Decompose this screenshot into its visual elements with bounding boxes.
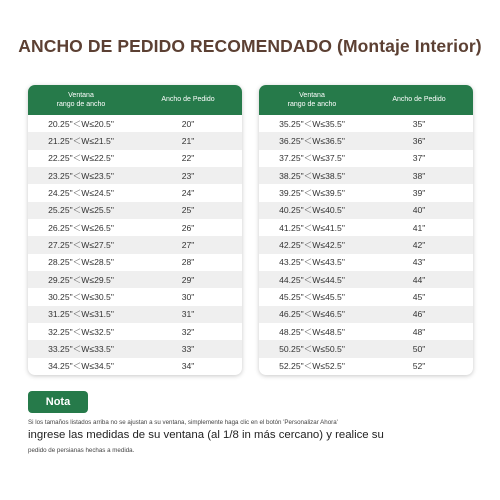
note-line-2: ingrese las medidas de su ventana (al 1/8 in más cercano) y realice su <box>28 429 384 441</box>
note-line-1: Si los tamaños listados arriba no se ajustan a su ventana, simplemente haga clic en el botón 'Personalizar Ahora' <box>28 419 338 426</box>
order-width-cell: 52" <box>412 361 426 372</box>
table-row <box>28 167 242 184</box>
order-width-cell: 20" <box>181 118 195 129</box>
window-range-cell: 40.25"＜W≤40.5" <box>279 205 345 216</box>
window-range-cell: 23.25"＜W≤23.5" <box>48 170 114 181</box>
table-row <box>28 236 242 253</box>
order-width-cell: 29" <box>181 274 195 285</box>
window-range-cell: 43.25"＜W≤43.5" <box>279 257 345 268</box>
window-range-cell: 39.25"＜W≤39.5" <box>279 187 345 198</box>
header-order-width: Ancho de Pedido <box>161 96 215 104</box>
window-range-cell: 45.25"＜W≤45.5" <box>279 291 345 302</box>
header-window-range: Ventana rango de ancho <box>287 91 337 108</box>
window-range-cell: 46.25"＜W≤46.5" <box>279 309 345 320</box>
width-table-right <box>259 85 473 375</box>
order-width-cell: 21" <box>181 135 195 146</box>
window-range-cell: 22.25"＜W≤22.5" <box>48 153 114 164</box>
order-width-cell: 24" <box>181 187 195 198</box>
table-body <box>28 115 242 375</box>
order-width-cell: 50" <box>412 343 426 354</box>
table-row <box>28 219 242 236</box>
order-width-cell: 40" <box>412 205 426 216</box>
table-row <box>259 219 473 236</box>
order-width-cell: 45" <box>412 291 426 302</box>
table-row <box>259 236 473 253</box>
window-range-cell: 29.25"＜W≤29.5" <box>48 274 114 285</box>
window-range-cell: 41.25"＜W≤41.5" <box>279 222 345 233</box>
order-width-cell: 38" <box>412 170 426 181</box>
table-row <box>28 288 242 305</box>
table-row <box>259 254 473 271</box>
table-row <box>259 184 473 201</box>
note-badge: Nota <box>28 391 88 413</box>
order-width-cell: 32" <box>181 326 195 337</box>
order-width-cell: 41" <box>412 222 426 233</box>
order-width-cell: 25" <box>181 205 195 216</box>
order-width-cell: 36" <box>412 135 426 146</box>
table-row <box>28 184 242 201</box>
table-row <box>259 306 473 323</box>
table-header <box>28 85 242 115</box>
table-row <box>259 340 473 357</box>
window-range-cell: 50.25"＜W≤50.5" <box>279 343 345 354</box>
page-title: ANCHO DE PEDIDO RECOMENDADO (Montaje Interior) <box>18 36 482 56</box>
order-width-cell: 43" <box>412 257 426 268</box>
table-row <box>28 306 242 323</box>
table-row <box>28 323 242 340</box>
window-range-cell: 52.25"＜W≤52.5" <box>279 361 345 372</box>
window-range-cell: 38.25"＜W≤38.5" <box>279 170 345 181</box>
table-row <box>28 202 242 219</box>
table-row <box>259 150 473 167</box>
window-range-cell: 35.25"＜W≤35.5" <box>279 118 345 129</box>
order-width-cell: 48" <box>412 326 426 337</box>
note-line-3: pedido de persianas hechas a medida. <box>28 447 135 454</box>
table-row <box>28 340 242 357</box>
table-body <box>259 115 473 375</box>
window-range-cell: 25.25"＜W≤25.5" <box>48 205 114 216</box>
header-window-range: Ventana rango de ancho <box>56 91 106 108</box>
table-row <box>259 202 473 219</box>
window-range-cell: 27.25"＜W≤27.5" <box>48 239 114 250</box>
table-row <box>28 254 242 271</box>
table-row <box>259 132 473 149</box>
order-width-cell: 22" <box>181 153 195 164</box>
order-width-cell: 34" <box>181 361 195 372</box>
order-width-cell: 42" <box>412 239 426 250</box>
window-range-cell: 21.25"＜W≤21.5" <box>48 135 114 146</box>
window-range-cell: 31.25"＜W≤31.5" <box>48 309 114 320</box>
table-header <box>259 85 473 115</box>
window-range-cell: 48.25"＜W≤48.5" <box>279 326 345 337</box>
window-range-cell: 44.25"＜W≤44.5" <box>279 274 345 285</box>
window-range-cell: 32.25"＜W≤32.5" <box>48 326 114 337</box>
table-row <box>28 271 242 288</box>
window-range-cell: 28.25"＜W≤28.5" <box>48 257 114 268</box>
window-range-cell: 24.25"＜W≤24.5" <box>48 187 114 198</box>
table-row <box>259 167 473 184</box>
header-order-width: Ancho de Pedido <box>392 96 446 104</box>
window-range-cell: 20.25"＜W≤20.5" <box>48 118 114 129</box>
table-row <box>259 271 473 288</box>
window-range-cell: 26.25"＜W≤26.5" <box>48 222 114 233</box>
table-row <box>259 358 473 375</box>
order-width-cell: 30" <box>181 291 195 302</box>
table-row <box>28 115 242 132</box>
order-width-cell: 23" <box>181 170 195 181</box>
order-width-cell: 33" <box>181 343 195 354</box>
order-width-cell: 27" <box>181 239 195 250</box>
table-row <box>259 288 473 305</box>
window-range-cell: 36.25"＜W≤36.5" <box>279 135 345 146</box>
order-width-cell: 37" <box>412 153 426 164</box>
order-width-cell: 35" <box>412 118 426 129</box>
order-width-cell: 26" <box>181 222 195 233</box>
table-row <box>28 358 242 375</box>
order-width-cell: 28" <box>181 257 195 268</box>
width-table-left <box>28 85 242 375</box>
table-row <box>259 323 473 340</box>
table-row <box>259 115 473 132</box>
order-width-cell: 31" <box>181 309 195 320</box>
table-row <box>28 150 242 167</box>
order-width-cell: 39" <box>412 187 426 198</box>
window-range-cell: 34.25"＜W≤34.5" <box>48 361 114 372</box>
table-row <box>28 132 242 149</box>
window-range-cell: 30.25"＜W≤30.5" <box>48 291 114 302</box>
order-width-cell: 46" <box>412 309 426 320</box>
order-width-cell: 44" <box>412 274 426 285</box>
window-range-cell: 42.25"＜W≤42.5" <box>279 239 345 250</box>
window-range-cell: 37.25"＜W≤37.5" <box>279 153 345 164</box>
window-range-cell: 33.25"＜W≤33.5" <box>48 343 114 354</box>
